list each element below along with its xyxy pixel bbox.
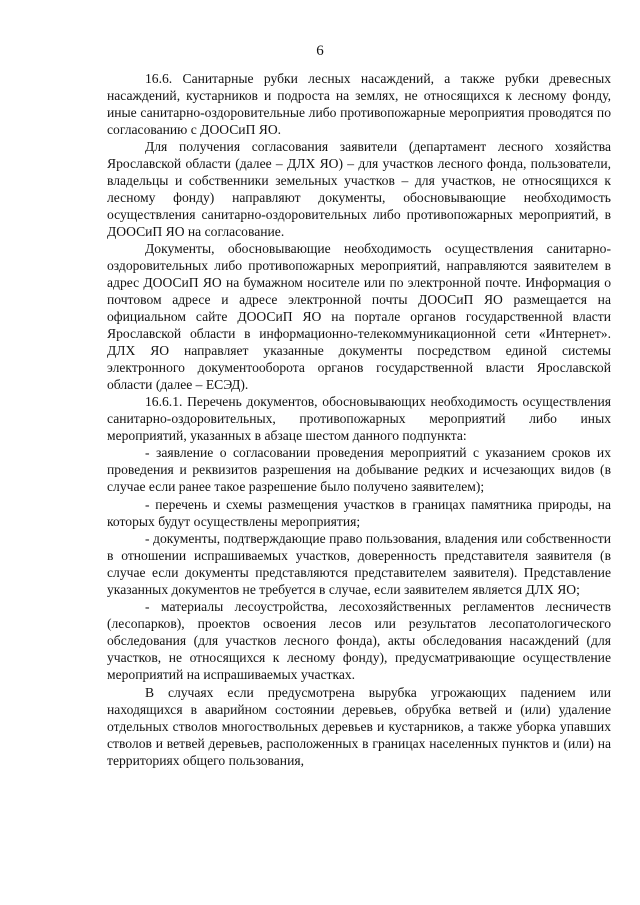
paragraph-submission-method: Документы, обосновывающие необходимость осуществления санитарно-оздоровительных либо противопожарных мероприятий, направляются заявителем в адрес ДООСиП ЯО на бумажном носителе или по электронной почте. Информация о почтовом адресе и адресе электронной почты ДООСиП ЯО размещается на официальном сайте ДООСиП ЯО на портале органов государственной власти Ярославской области в информационно-телекоммуникационной сети «Интернет». ДЛХ ЯО направляет указанные документы посредством единой системы электронного документооборота органов государственной власти Ярославской области (далее – ЕСЭД). — [107, 241, 611, 392]
list-item-application: - заявление о согласовании проведения мероприятий с указанием сроков их проведения и реквизитов разрешения на добывание редких и исчезающих видов (в случае если ранее такое разрешение было получено заявителем); — [107, 445, 611, 494]
paragraph-hazard-trees: В случаях если предусмотрена вырубка угрожающих падением или находящихся в аварийном состоянии деревьев, обрубка ветвей и (или) удаление отдельных стволов многоствольных деревьев и кустарников, а также уборка упавших стволов и ветвей деревьев, расположенных в границах населенных пунктов и (или) на территориях общего пользования, — [107, 685, 611, 768]
document-body — [107, 70, 611, 769]
list-item-forest-materials: - материалы лесоустройства, лесохозяйственных регламентов лесничеств (лесопарков), проектов освоения лесов или результатов лесопатологического обследования (для участков лесного фонда), акты обследования насаждений (для участков, не относящихся к лесному фонду), предусматривающие осуществление мероприятий на испрашиваемых участках. — [107, 599, 611, 682]
paragraph-approval-request: Для получения согласования заявители (департамент лесного хозяйства Ярославской области (далее – ДЛХ ЯО) – для участков лесного фонда, пользователи, владельцы и собственники земельных участков – для участков, не относящихся к лесному фонду) направляют документы, обосновывающие необходимость осуществления санитарно-оздоровительных либо противопожарных мероприятий, в ДООСиП ЯО на согласование. — [107, 139, 611, 239]
paragraph-16-6: 16.6. Санитарные рубки лесных насаждений, а также рубки древесных насаждений, кустарников и подроста на землях, не относящихся к лесному фонду, иные санитарно-оздоровительные либо противопожарные мероприятия проводятся по согласованию с ДООСиП ЯО. — [107, 71, 611, 137]
list-item-site-schemes: - перечень и схемы размещения участков в границах памятника природы, на которых будут осуществлены мероприятия; — [107, 497, 611, 529]
list-item-ownership-documents: - документы, подтверждающие право пользования, владения или собственности в отношении испрашиваемых участков, доверенность представителя заявителя (в случае если документы представляются представителем заявителя). Представление указанных документов не требуется в случае, если заявителем является ДЛХ ЯО; — [107, 531, 611, 597]
page-number: 6 — [316, 43, 324, 59]
paragraph-16-6-1: 16.6.1. Перечень документов, обосновывающих необходимость осуществления санитарно-оздоровительных, противопожарных мероприятий либо иных мероприятий, указанных в абзаце шестом данного подпункта: — [107, 394, 611, 443]
